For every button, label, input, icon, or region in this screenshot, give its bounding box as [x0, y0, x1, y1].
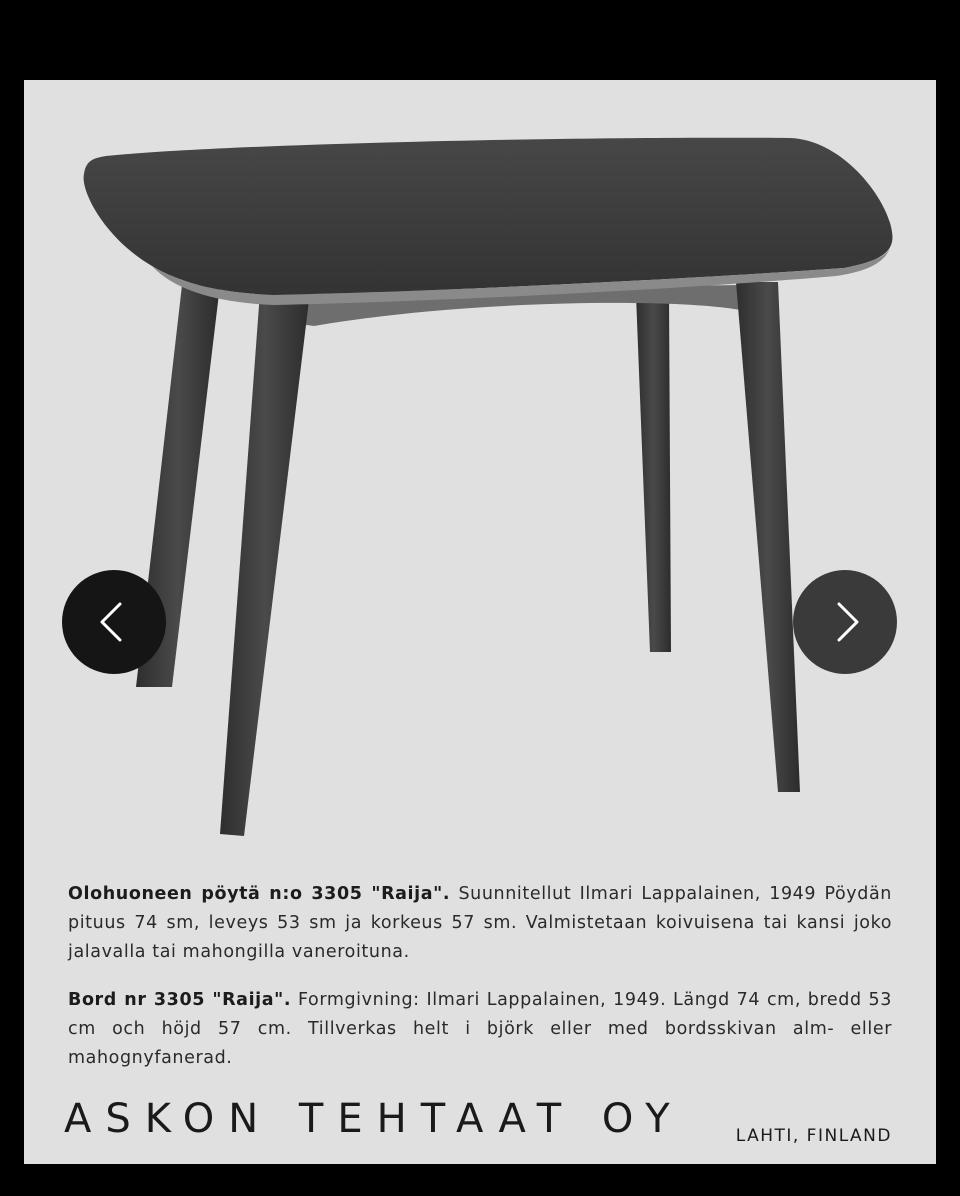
table-photo: [24, 80, 936, 930]
table-leg: [736, 282, 800, 792]
brand-name: ASKON TEHTAAT OY: [64, 1096, 684, 1142]
caption-swedish: [68, 986, 892, 1073]
table-leg: [220, 292, 310, 836]
table-top: [84, 138, 893, 295]
chevron-right-icon: [825, 598, 865, 646]
caption-finnish-text: Suunnitellut Ilmari Lappalainen, 1949 Pöydän pituus 74 sm, leveys 53 sm ja korkeus 57 sm. Valmistetaan koivuisena tai kansi joko jalavalla tai mahongilla vaneroituna.: [68, 884, 892, 962]
caption-swedish-text: Formgivning: Ilmari Lappalainen, 1949. Längd 74 cm, bredd 53 cm och höjd 57 cm. Tillverkas helt i björk eller med bordsskivan alm- eller mahognyfanerad.: [68, 990, 892, 1068]
brand-location: LAHTI, FINLAND: [735, 1126, 892, 1146]
chevron-left-icon: [94, 598, 134, 646]
previous-image-button[interactable]: [62, 570, 166, 674]
caption-finnish-title: Olohuoneen pöytä n:o 3305 "Raija".: [68, 884, 451, 904]
table-leg: [636, 295, 671, 652]
next-image-button[interactable]: [793, 570, 897, 674]
caption-finnish: [68, 880, 892, 967]
caption-swedish-title: Bord nr 3305 "Raija".: [68, 990, 292, 1010]
